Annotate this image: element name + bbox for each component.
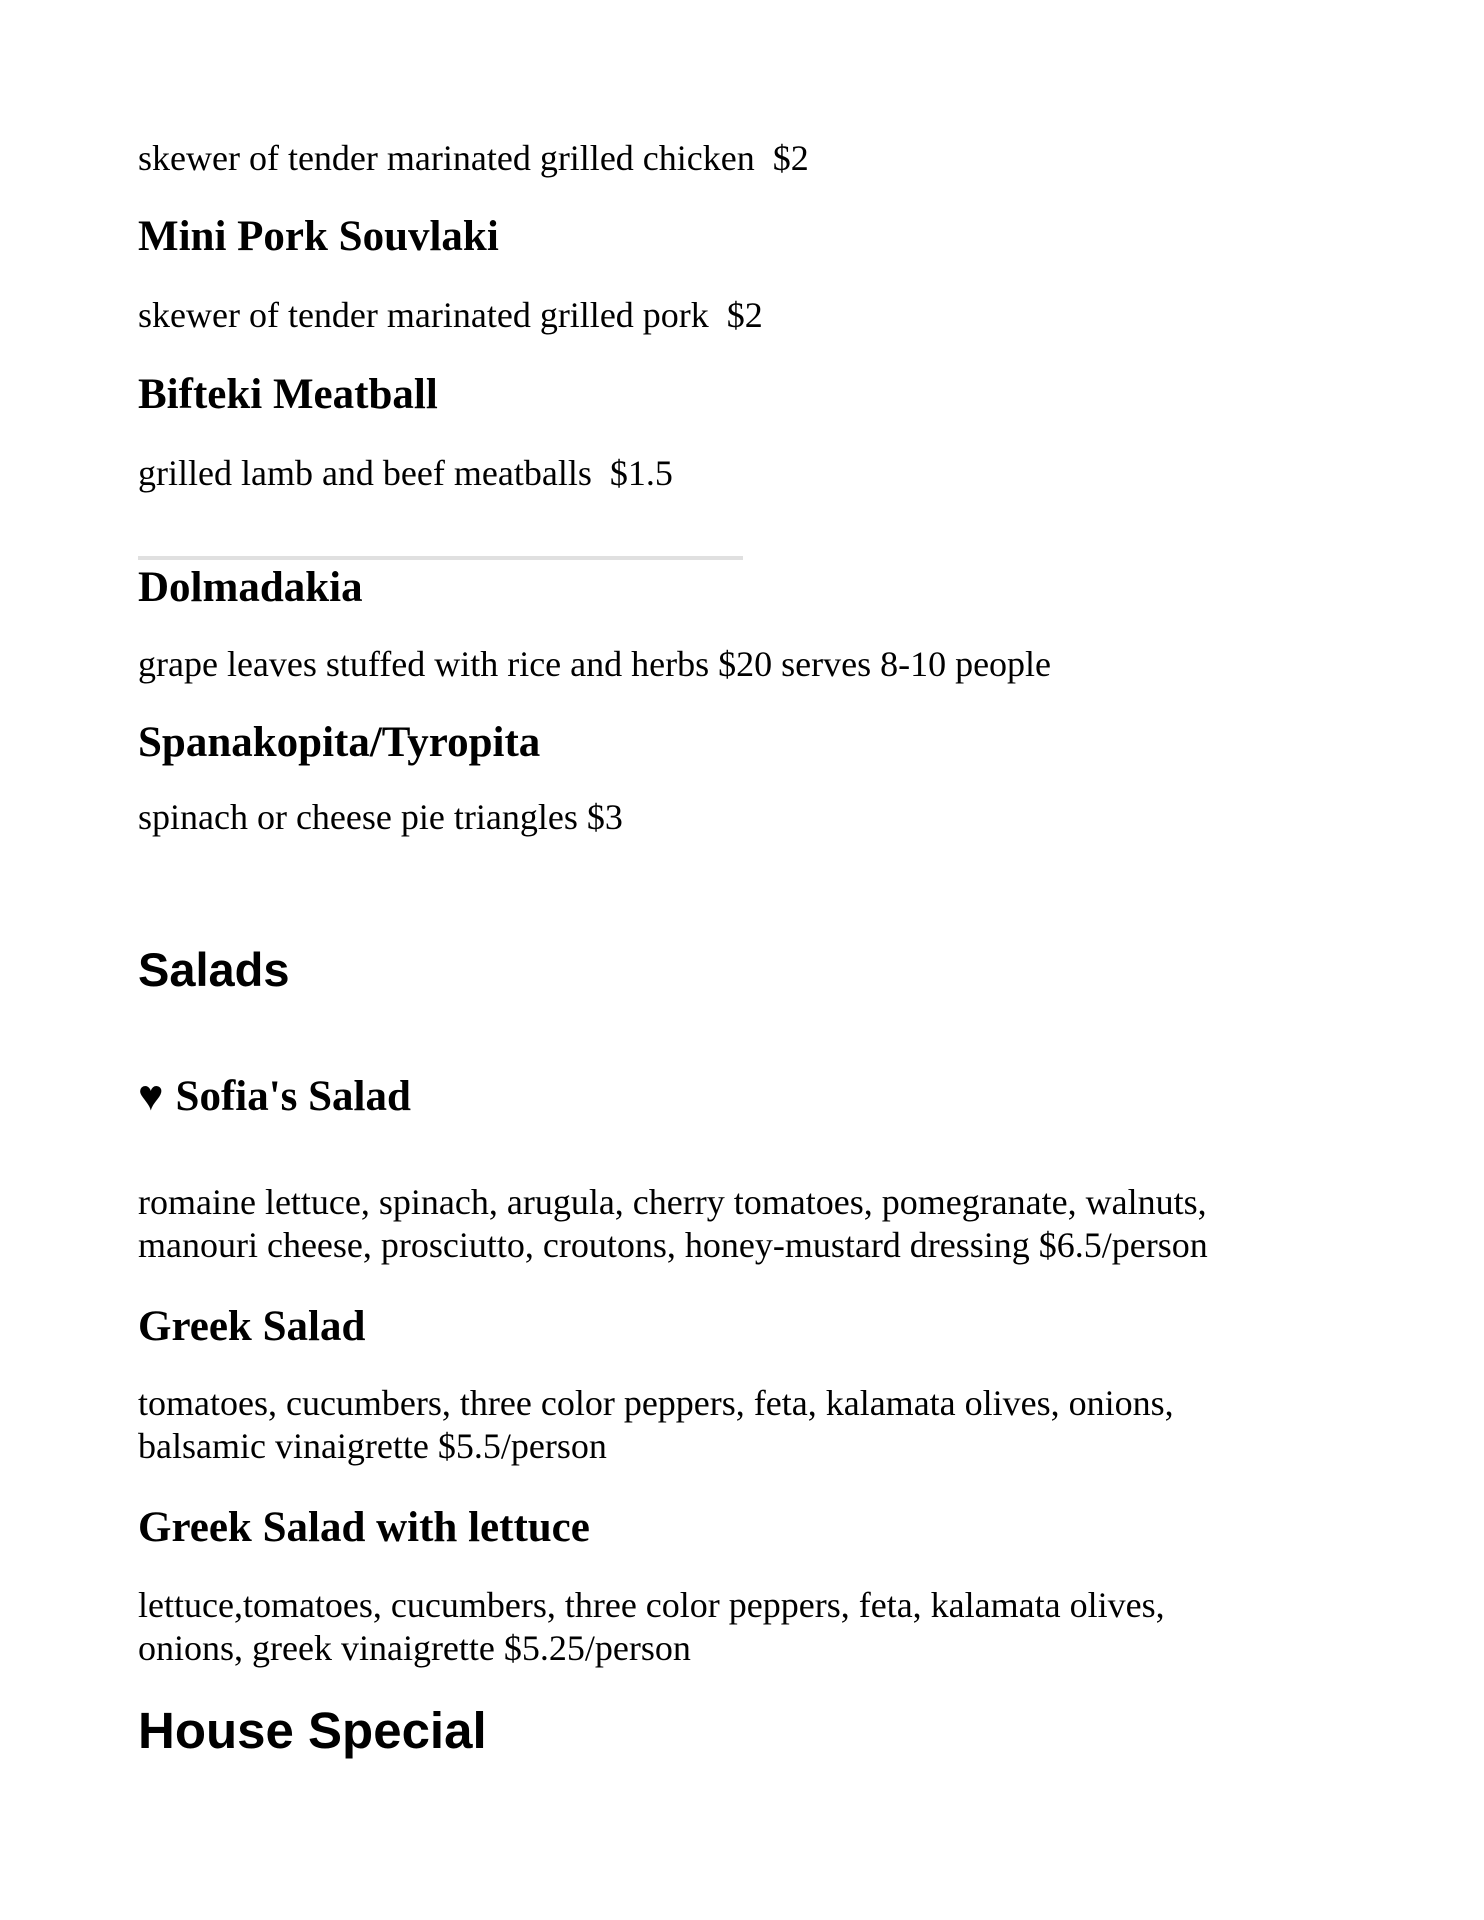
section-divider [138,556,743,560]
heart-icon: ♥ [138,1073,164,1120]
bifteki-meatball-description: grilled lamb and beef meatballs $1.5 [138,453,673,493]
chicken-souvlaki-description: skewer of tender marinated grilled chicken $2 [138,138,809,178]
salads-heading: Salads [138,943,290,996]
mini-pork-souvlaki-description: skewer of tender marinated grilled pork $2 [138,295,763,335]
dolmadakia-description: grape leaves stuffed with rice and herbs $20 serves 8-10 people [138,644,1052,684]
spanakopita-tyropita-description: spinach or cheese pie triangles $3 [138,797,623,837]
mini-pork-souvlaki-title: Mini Pork Souvlaki [138,213,499,260]
sofias-salad-title [138,1072,411,1122]
greek-salad-description: tomatoes, cucumbers, three color peppers, feta, kalamata olives, onions, balsamic vinaigrette $5.5/person [138,1383,1174,1466]
house-special-heading: House Special [138,1702,487,1759]
greek-salad-title: Greek Salad [138,1303,366,1350]
greek-salad-lettuce-title: Greek Salad with lettuce [138,1504,590,1551]
dolmadakia-title: Dolmadakia [138,564,363,611]
sofias-salad-description: romaine lettuce, spinach, arugula, cherry tomatoes, pomegranate, walnuts, manouri cheese, prosciutto, croutons, honey-mustard dressing $6.5/person [138,1182,1208,1265]
sofias-salad-title-text: Sofia's Salad [175,1073,411,1120]
spanakopita-tyropita-title: Spanakopita/Tyropita [138,719,541,766]
greek-salad-lettuce-description: lettuce,tomatoes, cucumbers, three color peppers, feta, kalamata olives, onions, greek vinaigrette $5.25/person [138,1585,1165,1668]
bifteki-meatball-title: Bifteki Meatball [138,371,438,418]
